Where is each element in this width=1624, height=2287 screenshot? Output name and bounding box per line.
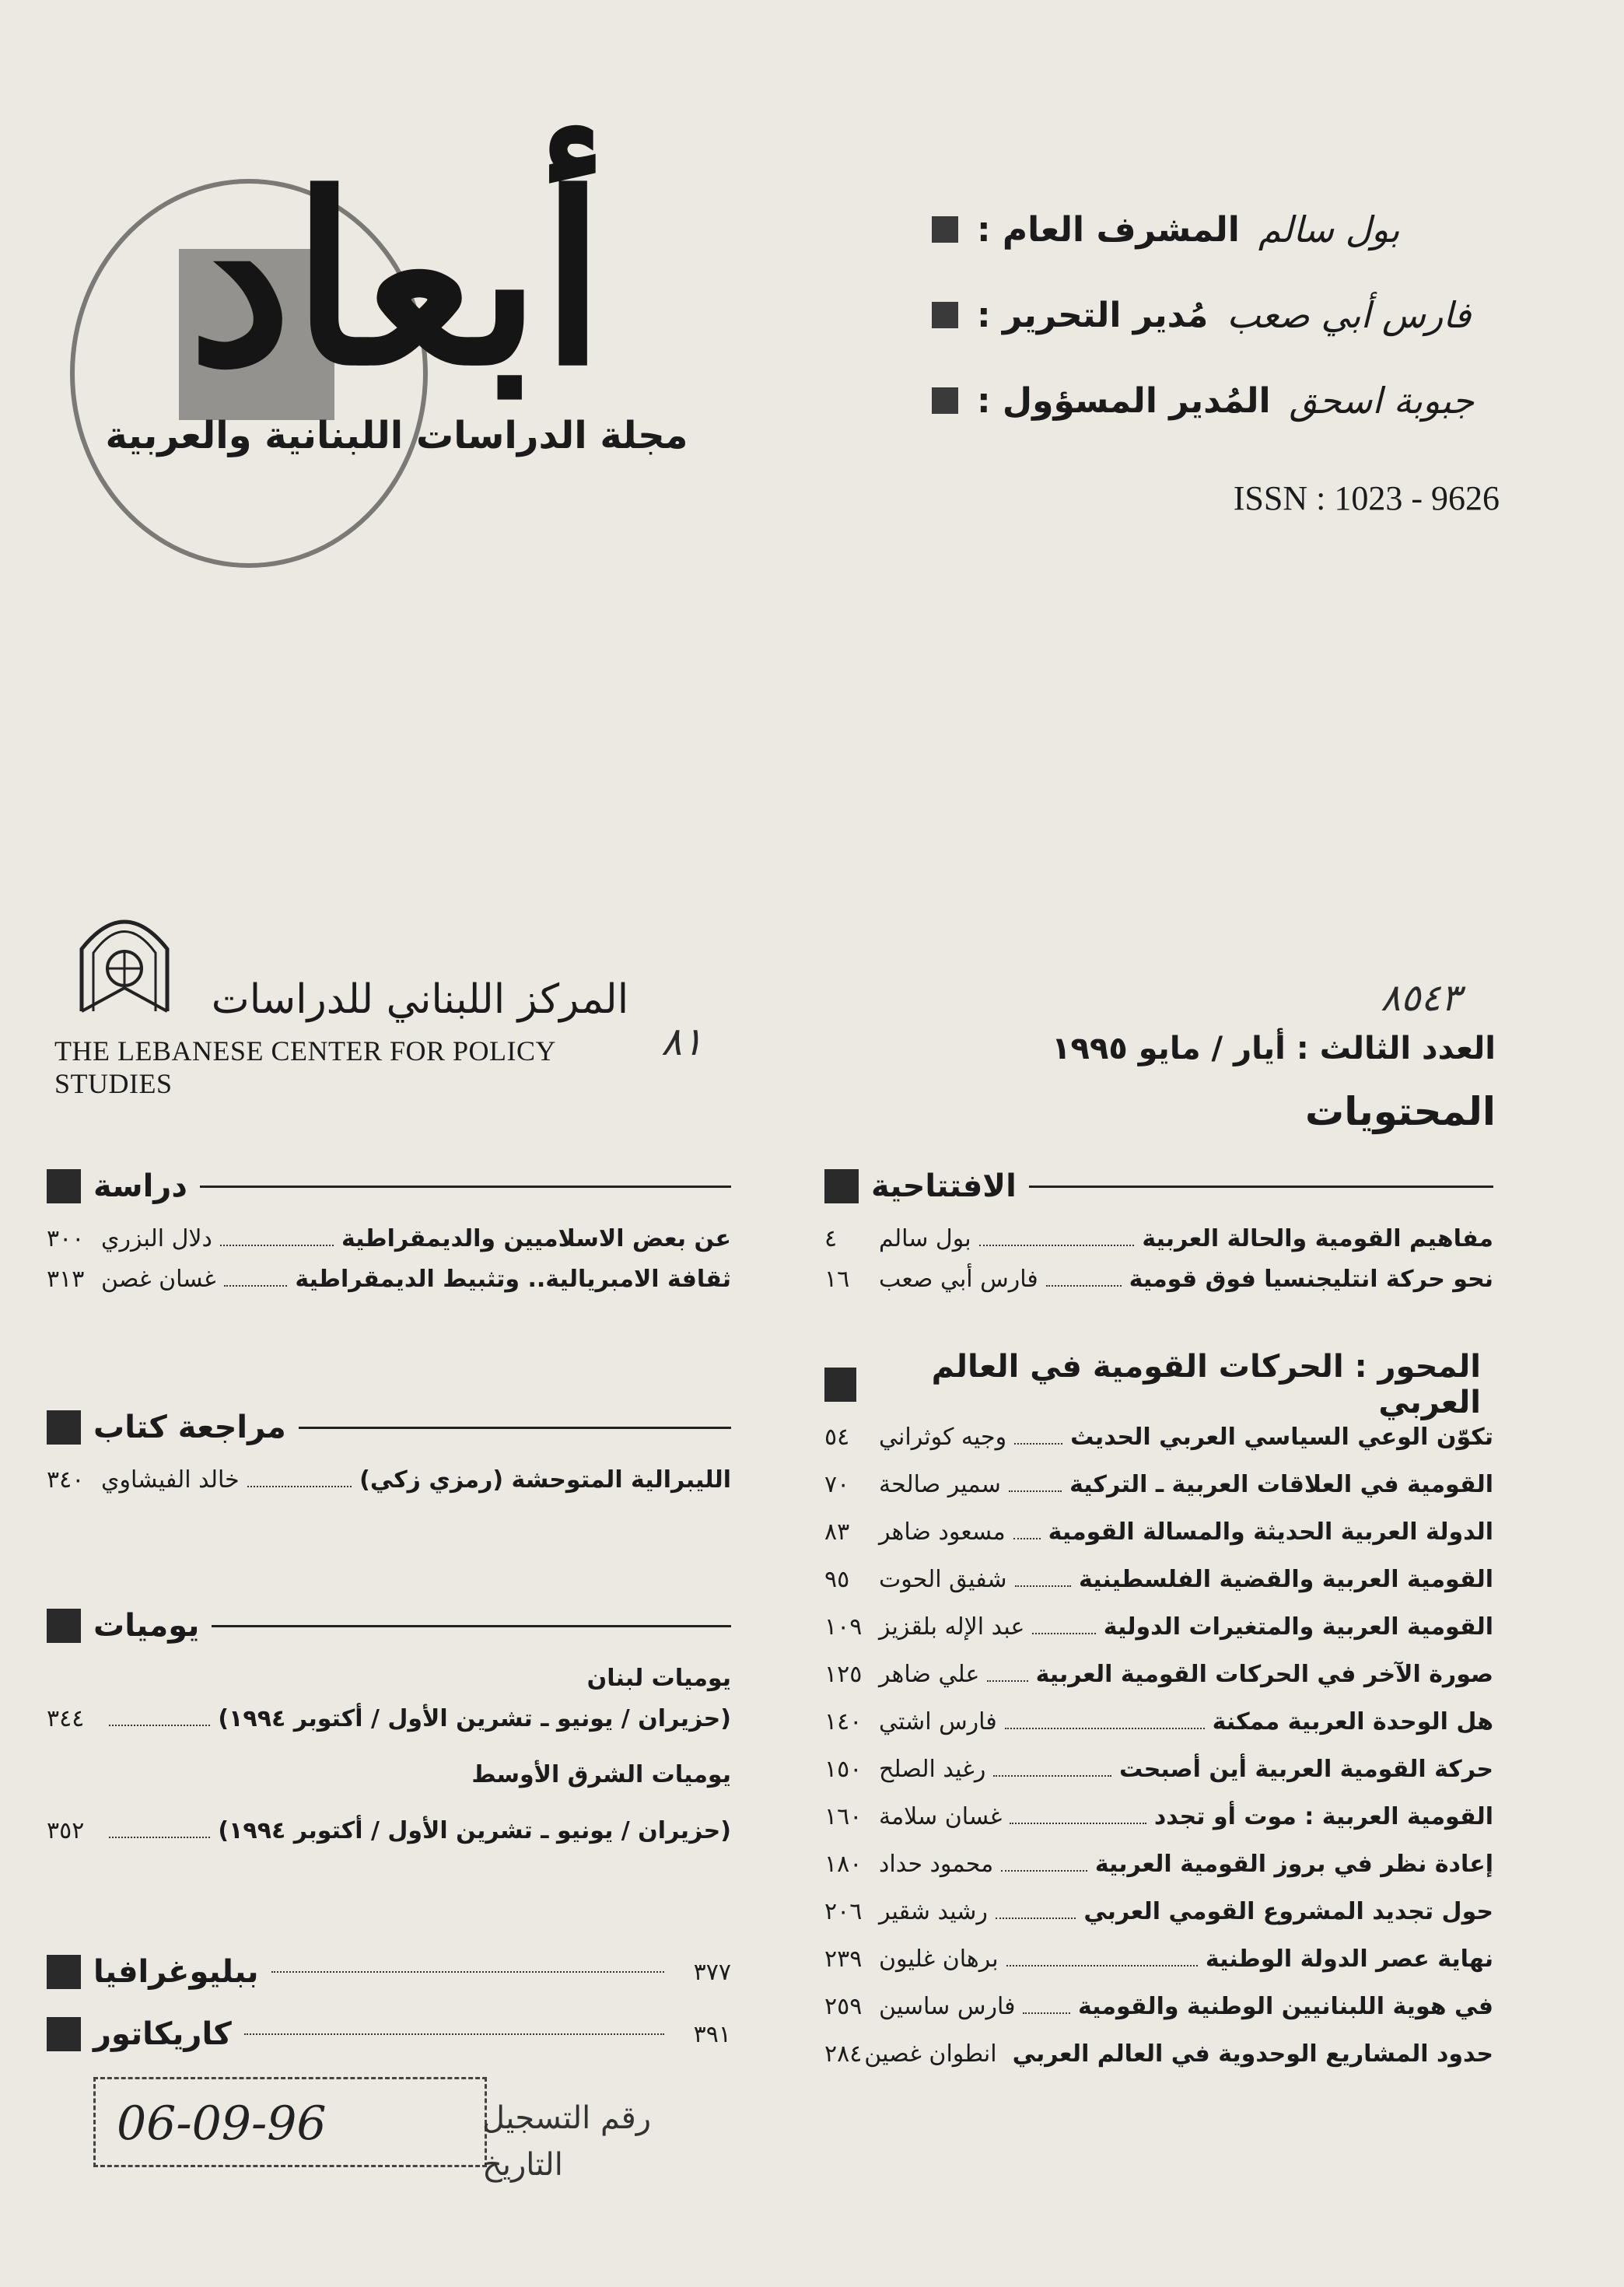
contents-title: المحتويات	[1304, 1089, 1496, 1134]
article-title: نهاية عصر الدولة الوطنية	[1205, 1946, 1493, 1973]
study-section	[47, 1163, 731, 1306]
article-title: القومية العربية والقضية الفلسطينية	[1079, 1566, 1493, 1593]
article-title: مفاهيم القومية والحالة العربية	[1142, 1225, 1493, 1252]
leader-dots	[1032, 1617, 1095, 1634]
leader-dots	[244, 2033, 664, 2035]
staff-name: جبوبة اسحق	[1289, 380, 1475, 422]
author: برهان غليون	[879, 1946, 999, 1973]
page-number: ٩٥	[824, 1566, 850, 1593]
page-number: ٢٠٦	[824, 1898, 863, 1925]
article-title: صورة الآخر في الحركات القومية العربية	[1035, 1661, 1493, 1688]
page-number: ٢٨٤	[824, 2040, 863, 2068]
issn-number: ISSN : 1023 - 9626	[1233, 479, 1500, 517]
review-section	[47, 1404, 731, 1507]
leader-dots	[1001, 1854, 1087, 1872]
center-logo-icon	[66, 902, 183, 1019]
section-square-icon	[824, 1368, 856, 1402]
diary-subheading: يوميات لبنان	[586, 1665, 731, 1692]
bullet-square-icon	[932, 302, 958, 328]
toc-entry	[824, 1946, 1493, 1993]
article-title: حركة القومية العربية أين أصبحت	[1119, 1756, 1493, 1783]
page-number: ٧٠	[824, 1471, 850, 1498]
author: سمير صالحة	[879, 1471, 1001, 1498]
bullet-square-icon	[932, 387, 958, 414]
article-title: إعادة نظر في بروز القومية العربية	[1094, 1851, 1493, 1878]
author: وجيه كوثراني	[879, 1424, 1007, 1451]
staff-name: بول سالم	[1258, 208, 1400, 250]
author: عبد الإله بلقزيز	[879, 1613, 1025, 1641]
section-header	[47, 1602, 731, 1649]
section-square-icon	[824, 1169, 859, 1203]
section-square-icon	[47, 2017, 81, 2051]
section-header	[47, 1404, 731, 1451]
page-number: ٤	[824, 1225, 838, 1252]
toc-entry	[47, 1705, 731, 1746]
page-number: ١٢٥	[824, 1661, 863, 1688]
article-title: في هوية اللبنانيين الوطنية والقومية	[1077, 1993, 1493, 2020]
toc-entry	[824, 1851, 1493, 1898]
leader-dots	[109, 1709, 210, 1726]
page-number: ٣٩١	[693, 2020, 731, 2048]
section-square-icon	[47, 1169, 81, 1203]
leader-dots	[1023, 1997, 1070, 2014]
leader-dots	[1009, 1475, 1062, 1492]
leader-dots	[979, 1229, 1135, 1246]
page-number: ١٤٠	[824, 1708, 863, 1735]
page-number: ١٥٠	[824, 1756, 863, 1783]
article-title: نحو حركة انتليجنسيا فوق قومية	[1129, 1266, 1493, 1293]
leader-dots	[1014, 1427, 1062, 1445]
article-title: تكوّن الوعي السياسي العربي الحديث	[1070, 1424, 1493, 1451]
magazine-subtitle: مجلة الدراسات اللبنانية والعربية	[105, 414, 688, 457]
page-number: ٣٤٠	[47, 1466, 85, 1494]
issue-info: العدد الثالث : أيار / مايو ١٩٩٥	[1052, 1031, 1496, 1066]
diaries-section	[47, 1602, 731, 1858]
section-header	[47, 2011, 731, 2058]
author: فارس اشتي	[879, 1708, 997, 1735]
center-name-english: THE LEBANESE CENTER FOR POLICY STUDIES	[54, 1035, 555, 1099]
editorial-section	[824, 1163, 1493, 1306]
page-number: ٢٥٩	[824, 1993, 863, 2020]
toc-entry	[47, 1817, 731, 1858]
staff-supervisor	[932, 198, 1492, 261]
page-number: ٣١٣	[47, 1266, 85, 1293]
section-header	[824, 1163, 1493, 1210]
toc-entry	[824, 1266, 1493, 1306]
leader-dots	[109, 1821, 210, 1838]
section-title: دراسة	[93, 1168, 187, 1204]
leader-dots	[1006, 1949, 1198, 1967]
author: علي ضاهر	[879, 1661, 980, 1688]
leader-dots	[247, 1470, 352, 1487]
author: شفيق الحوت	[879, 1566, 1007, 1593]
article-title: حول تجديد المشروع القومي العربي	[1083, 1898, 1493, 1925]
section-title: يوميات	[93, 1608, 200, 1644]
toc-entry	[47, 1225, 731, 1266]
toc-entry	[824, 1225, 1493, 1266]
leader-dots	[1013, 1522, 1041, 1539]
page-number: ٥٤	[824, 1424, 850, 1451]
page-number: ١٠٩	[824, 1613, 863, 1641]
article-title: هل الوحدة العربية ممكنة	[1212, 1708, 1493, 1735]
toc-entry	[47, 1266, 731, 1306]
staff-role: المُدير المسؤول :	[977, 380, 1271, 421]
article-title: عن بعض الاسلاميين والديمقراطية	[341, 1225, 731, 1252]
toc-entry	[824, 1424, 1493, 1471]
toc-entry	[824, 1898, 1493, 1946]
page-number: ١٦	[824, 1266, 850, 1293]
section-rule	[212, 1625, 731, 1627]
toc-entry	[824, 1613, 1493, 1661]
toc-entry	[824, 1756, 1493, 1803]
magazine-title: أبعاد	[187, 142, 606, 417]
bullet-square-icon	[932, 216, 958, 243]
page-number: ٨٣	[824, 1518, 850, 1546]
handwritten-date: 06-09-96	[117, 2096, 327, 2151]
article-title: (حزيران / يونيو ـ تشرين الأول / أكتوبر ١٩٩٤)	[218, 1817, 731, 1844]
author: فارس أبي صعب	[879, 1266, 1038, 1293]
caricature-section	[47, 2011, 731, 2058]
toc-entry	[824, 1661, 1493, 1708]
staff-name: فارس أبي صعب	[1227, 294, 1472, 336]
page-number: ٣٥٢	[47, 1817, 85, 1844]
toc-entry	[47, 1466, 731, 1507]
section-title: مراجعة كتاب	[93, 1410, 286, 1445]
author: مسعود ضاهر	[879, 1518, 1006, 1546]
author: رشيد شقير	[879, 1898, 988, 1925]
section-title: كاريكاتور	[93, 2016, 232, 2052]
author: دلال البزري	[101, 1225, 212, 1252]
page-number: ١٨٠	[824, 1851, 863, 1878]
axis-section	[824, 1349, 1493, 2088]
section-header	[47, 1949, 731, 1995]
leader-dots	[1005, 1712, 1205, 1729]
article-title: ثقافة الامبريالية.. وتثبيط الديمقراطية	[295, 1266, 731, 1293]
leader-dots	[224, 1270, 288, 1287]
author: بول سالم	[879, 1225, 971, 1252]
leader-dots	[993, 1760, 1111, 1777]
article-title: القومية في العلاقات العربية ـ التركية	[1069, 1471, 1493, 1498]
toc-entry	[824, 1471, 1493, 1518]
toc-entry	[824, 1518, 1493, 1566]
leader-dots	[1010, 1807, 1146, 1824]
toc-entry	[824, 1708, 1493, 1756]
author: خالد الفيشاوي	[101, 1466, 240, 1494]
staff-manager	[932, 369, 1492, 432]
diary-subheading: يوميات الشرق الأوسط	[471, 1761, 731, 1788]
section-square-icon	[47, 1955, 81, 1989]
staff-role: مُدير التحرير :	[977, 295, 1209, 335]
article-title: حدود المشاريع الوحدوية في العالم العربي	[1012, 2040, 1493, 2068]
registration-label: رقم التسجيل	[482, 2100, 652, 2136]
article-title: (حزيران / يونيو ـ تشرين الأول / أكتوبر ١٩٩٤)	[218, 1705, 731, 1732]
section-header	[47, 1163, 731, 1210]
leader-dots	[987, 1665, 1027, 1682]
leader-dots	[271, 1971, 664, 1973]
author: انطوان غصين	[864, 2040, 997, 2068]
author: غسان غصن	[101, 1266, 216, 1293]
page-number: ٣٠٠	[47, 1225, 85, 1252]
handwritten-number: ٨٥٤٣	[1381, 976, 1461, 1020]
bibliography-section	[47, 1949, 731, 1995]
author: فارس ساسين	[879, 1993, 1016, 2020]
author: محمود حداد	[879, 1851, 994, 1878]
article-title: الليبرالية المتوحشة (رمزي زكي)	[359, 1466, 731, 1494]
page-number: ٣٧٧	[693, 1958, 731, 1986]
toc-entry	[824, 1803, 1493, 1851]
author: غسان سلامة	[879, 1803, 1003, 1830]
center-name-arabic: المركز اللبناني للدراسات	[211, 976, 629, 1023]
article-title: الدولة العربية الحديثة والمسالة القومية	[1048, 1518, 1493, 1546]
staff-role: المشرف العام :	[977, 209, 1240, 250]
toc-entry	[824, 2040, 1493, 2088]
section-square-icon	[47, 1609, 81, 1643]
author: رغيد الصلح	[879, 1756, 986, 1783]
section-header	[824, 1349, 1493, 1420]
staff-editor	[932, 284, 1492, 346]
leader-dots	[1046, 1270, 1122, 1287]
page-number: ٣٤٤	[47, 1705, 85, 1732]
section-title: الافتتاحية	[871, 1168, 1017, 1204]
section-rule	[299, 1427, 731, 1429]
leader-dots	[996, 1902, 1076, 1919]
article-title: القومية العربية : موت أو تجدد	[1153, 1803, 1493, 1830]
section-rule	[200, 1186, 731, 1188]
section-title: المحور : الحركات القومية في العالم العربي	[931, 1349, 1481, 1420]
toc-entry	[824, 1566, 1493, 1613]
article-title: القومية العربية والمتغيرات الدولية	[1103, 1613, 1493, 1641]
leader-dots	[220, 1229, 334, 1246]
leader-dots	[1015, 1570, 1071, 1587]
toc-entry	[824, 1993, 1493, 2040]
section-rule	[1029, 1186, 1493, 1188]
page-number: ٢٣٩	[824, 1946, 863, 1973]
section-title: ببليوغرافيا	[93, 1954, 259, 1990]
page-number: ١٦٠	[824, 1803, 863, 1830]
section-square-icon	[47, 1410, 81, 1445]
date-label: التاريخ	[482, 2147, 563, 2183]
handwritten-mark: ٨١	[661, 1019, 703, 1064]
